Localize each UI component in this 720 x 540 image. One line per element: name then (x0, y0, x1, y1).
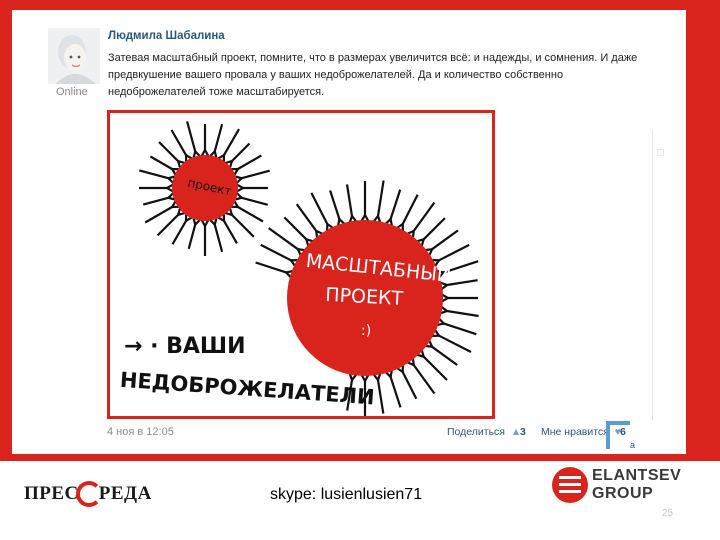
elantsev-logo (552, 465, 702, 505)
arrow-ray (215, 124, 222, 151)
arrow-ray (284, 217, 306, 239)
share-button[interactable] (447, 426, 521, 438)
logo-right-line1: ELANTSEV (592, 467, 682, 484)
arrow-ray (143, 198, 168, 205)
heart-icon: ♥ (614, 426, 622, 438)
arrow-ray (330, 191, 339, 220)
page-number: 25 (662, 508, 674, 519)
arrow-ray (158, 215, 179, 236)
side-icon: □ (657, 147, 664, 159)
arrow-ray (150, 157, 172, 170)
logo-right-line2: GROUP (592, 485, 654, 502)
logo-left-part1: ПРЕС (24, 483, 79, 504)
arrow-ray (139, 170, 168, 178)
arrow-ray (414, 203, 435, 231)
online-status: Online (56, 86, 88, 98)
arrow-ray (269, 228, 298, 249)
arrow-ray (145, 207, 172, 223)
like-label: Мне нравится (541, 426, 609, 438)
caption-line-1: → · ВАШИ (124, 334, 246, 359)
footer-accent-left (0, 454, 176, 460)
arrow-ray (439, 245, 469, 260)
arrow-ray (187, 121, 195, 151)
bracket-note: a (630, 440, 636, 450)
arrow-ray (432, 230, 458, 249)
arrow-ray (172, 130, 187, 155)
like-count: 6 (620, 426, 626, 438)
arrow-ray (403, 372, 417, 399)
share-label: Поделиться (447, 426, 505, 438)
arrow-ray (224, 129, 239, 155)
logo-left-part2: РЕДА (98, 483, 152, 504)
arrow-ray (447, 311, 479, 316)
arrow-ray (444, 324, 476, 335)
post-image[interactable] (107, 110, 495, 419)
arrow-ray (424, 218, 445, 239)
arrow-ray (215, 225, 222, 252)
arrow-ray (414, 365, 435, 393)
arrow-ray (391, 377, 401, 408)
arrow-ray (232, 144, 250, 162)
arrow-ray (297, 204, 316, 231)
footer-accent-right (536, 454, 720, 460)
arrow-ray (432, 347, 457, 365)
arrow-ray (242, 198, 268, 205)
arrow-ray (256, 263, 287, 273)
post-text: Затевая масштабный проект, помните, что в размерах увеличится всё: и надежды, и сомнения. И даже предвкушение вашего провала у ваших недоброжелателей. Да и количество собственно недоброжелателей тоже масштабируется. (108, 52, 638, 98)
corner-bracket (606, 421, 630, 449)
arrow-ray (311, 193, 327, 224)
arrow-ray (159, 142, 178, 161)
arrow-ray (224, 221, 237, 244)
arrow-ray (238, 156, 261, 170)
megaphone-icon: ▲ (510, 426, 522, 438)
arrow-ray (391, 190, 401, 220)
big-circle-smiley: :) (361, 323, 372, 339)
arrow-ray (403, 195, 418, 224)
arrow-ray (424, 357, 447, 380)
arrow-ray (238, 207, 263, 222)
arrow-ray (378, 380, 383, 414)
elantsev-mark-icon (552, 467, 588, 503)
arrow-ray (378, 181, 384, 217)
arrow-ray (347, 184, 352, 216)
big-circle-label-1: МАСШТАБНЫЙ (304, 249, 453, 287)
small-circle-label: проект (186, 175, 233, 199)
author-name[interactable]: Людмила Шабалина (108, 30, 225, 42)
post-card (12, 10, 686, 454)
arrow-ray (242, 171, 270, 179)
arrow-ray (261, 245, 291, 260)
arrow-ray (189, 225, 196, 249)
arrow-ray (173, 221, 187, 244)
scroll-track (652, 130, 653, 420)
skype-contact: skype: lusienlusien71 (270, 486, 423, 503)
big-circle-label-2: ПРОЕКТ (324, 283, 404, 310)
arrow-ray (232, 215, 254, 237)
share-count: 3 (520, 426, 526, 438)
arrow-ray (439, 336, 471, 352)
post-date[interactable]: 4 ноя в 12:05 (107, 426, 174, 438)
pressreda-logo (24, 477, 152, 511)
avatar[interactable] (48, 28, 100, 84)
arrow-ray (447, 280, 478, 285)
caption-line-2: НЕДОБРОЖЕЛАТЕЛИ (119, 367, 376, 410)
